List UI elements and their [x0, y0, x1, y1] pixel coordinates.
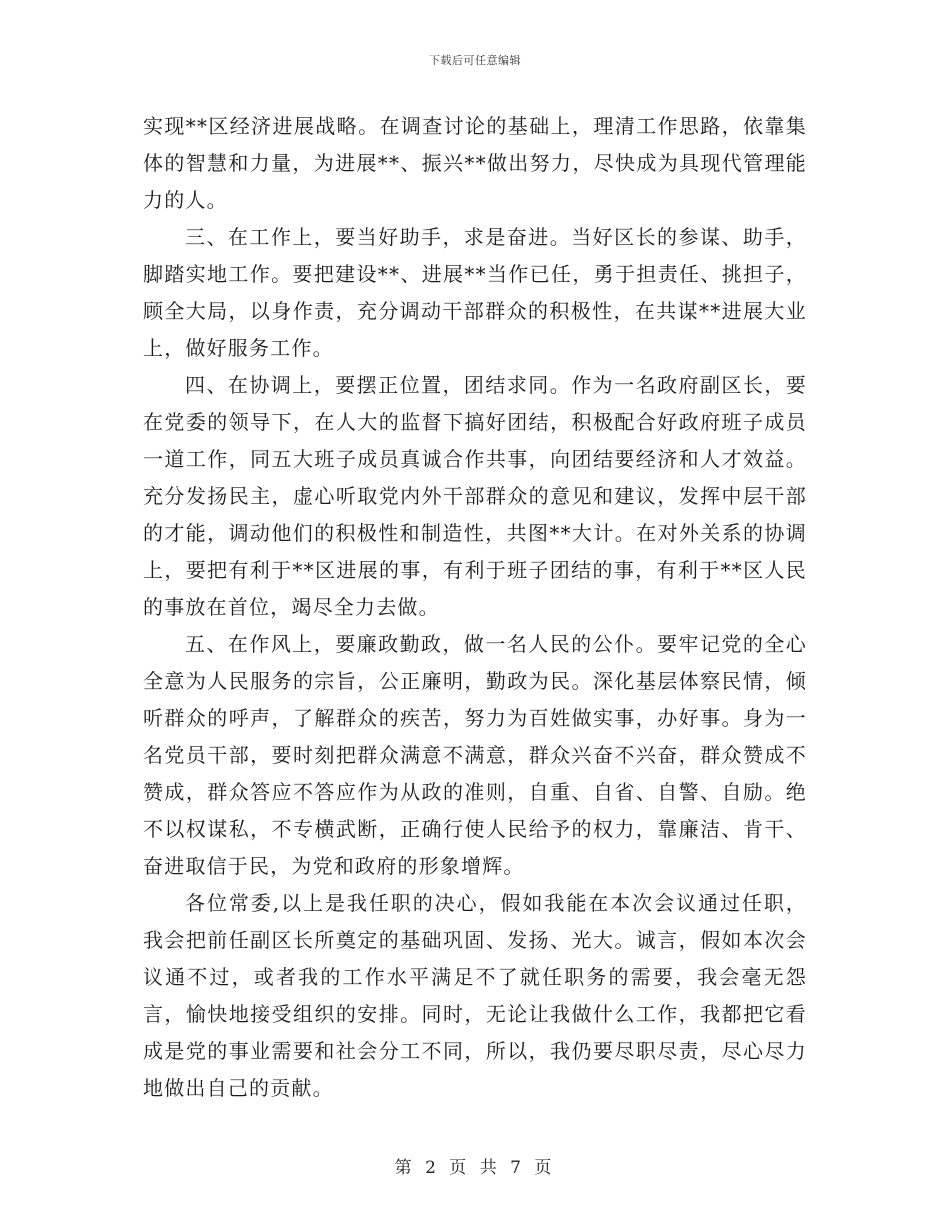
page-number: 第 2 页 共 7 页 [394, 1158, 556, 1178]
page-header: 下载后可任意编辑 [429, 54, 521, 67]
document-body [143, 108, 807, 1107]
paragraph-2: 三、在工作上，要当好助手，求是奋进。当好区长的参谋、助手，脚踏实地工作。要把建设**、进展**当作已任，勇于担责任、挑担子，顾全大局，以身作责，充分调动干部群众的积极性，在共谋**进展大业上，做好服务工作。 [143, 225, 807, 360]
paragraph-1: 实现**区经济进展战略。在调查讨论的基础上，理清工作思路，依靠集体的智慧和力量，为进展**、振兴**做出努力，尽快成为具现代管理能力的人。 [143, 114, 807, 212]
paragraph-3: 四、在协调上，要摆正位置，团结求同。作为一名政府副区长，要在党委的领导下，在人大的监督下搞好团结，积极配合好政府班子成员一道工作，同五大班子成员真诚合作共事，向团结要经济和人才效益。充分发扬民主，虚心听取党内外干部群众的意见和建议，发挥中层干部的才能，调动他们的积极性和制造性，共图**大计。在对外关系的协调上，要把有利于**区进展的事，有利于班子团结的事，有利于**区人民的事放在首位，竭尽全力去做。 [143, 373, 807, 619]
paragraph-5: 各位常委,以上是我任职的决心，假如我能在本次会议通过任职，我会把前任副区长所奠定的基础巩固、发扬、光大。诚言，假如本次会议通不过，或者我的工作水平满足不了就任职务的需要，我会毫无怨言，愉快地接受组织的安排。同时，无论让我做什么工作，我都把它看成是党的事业需要和社会分工不同，所以，我仍要尽职尽责，尽心尽力地做出自己的贡献。 [143, 891, 807, 1100]
paragraph-4: 五、在作风上，要廉政勤政，做一名人民的公仆。要牢记党的全心全意为人民服务的宗旨，公正廉明，勤政为民。深化基层体察民情，倾听群众的呼声，了解群众的疾苦，努力为百姓做实事，办好事。身为一名党员干部，要时刻把群众满意不满意，群众兴奋不兴奋，群众赞成不赞成，群众答应不答应作为从政的准则，自重、自省、自警、自励。绝不以权谋私，不专横武断，正确行使人民给予的权力，靠廉洁、肯干、奋进取信于民，为党和政府的形象增辉。 [143, 632, 807, 878]
